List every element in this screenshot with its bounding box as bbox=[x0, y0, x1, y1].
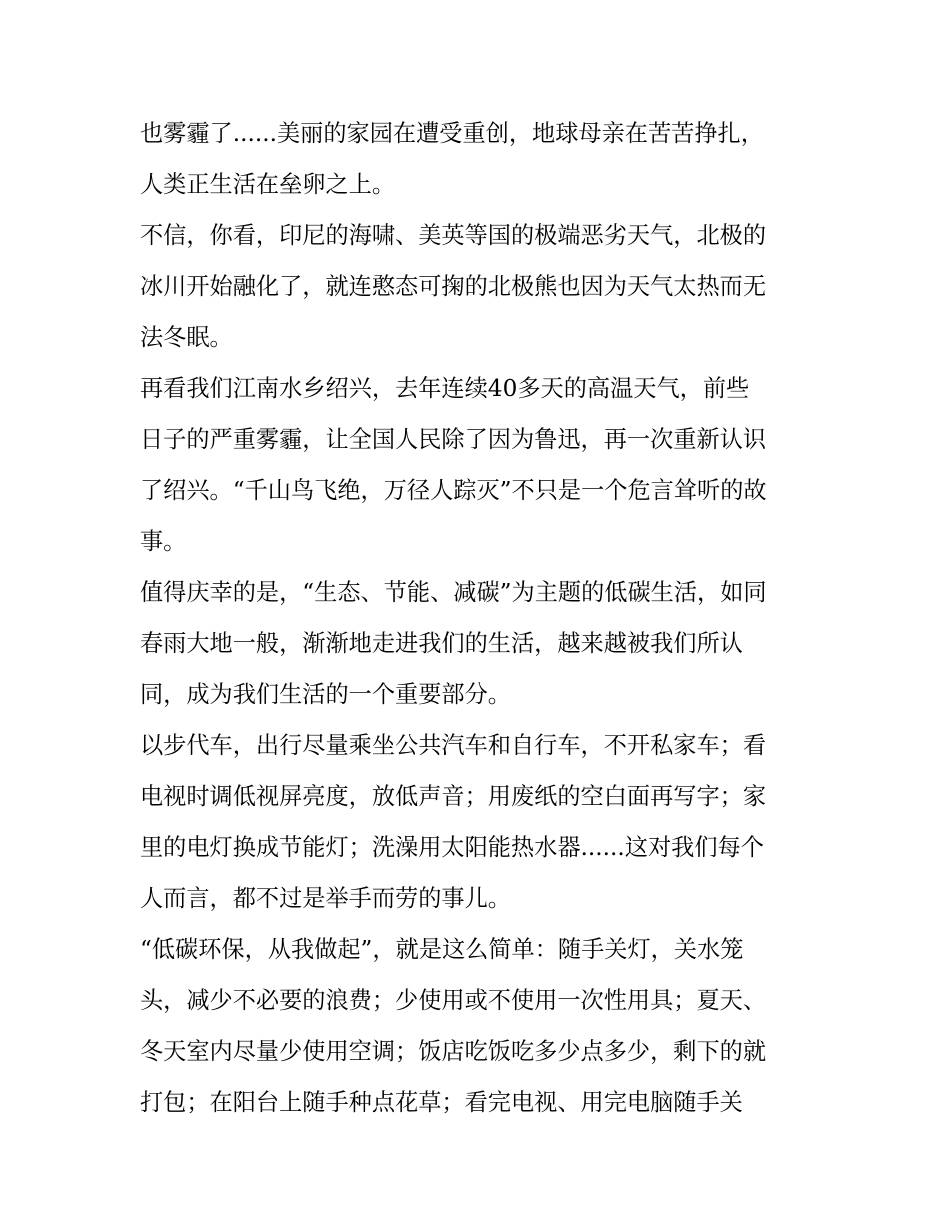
text-line: 人类正生活在垒卵之上。 bbox=[140, 171, 396, 198]
text-line: 同，成为我们生活的一个重要部分。 bbox=[140, 681, 511, 708]
text-line: 春雨大地一般，渐渐地走进我们的生活，越来越被我们所认 bbox=[140, 630, 743, 657]
text-line: 头，减少不必要的浪费；少使用或不使用一次性用具；夏天、 bbox=[140, 987, 767, 1014]
text-line: 值得庆幸的是，“生态、节能、减碳”为主题的低碳生活，如同 bbox=[140, 579, 767, 606]
text-line: 法冬眠。 bbox=[140, 324, 233, 351]
text-line: 里的电灯换成节能灯；洗澡用太阳能热水器......这对我们每个 bbox=[140, 834, 764, 861]
text-line: 事。 bbox=[140, 528, 187, 555]
text-line: 了绍兴。“千山鸟飞绝，万径人踪灭”不只是一个危言耸听的故 bbox=[140, 477, 767, 504]
text-line: 电视时调低视屏亮度，放低声音；用废纸的空白面再写字；家 bbox=[140, 783, 767, 810]
text-line: 人而言，都不过是举手而劳的事儿。 bbox=[140, 885, 511, 912]
text-line: 冬天室内尽量少使用空调；饭店吃饭吃多少点多少，剩下的就 bbox=[140, 1038, 767, 1065]
text-line: 不信，你看，印尼的海啸、美英等国的极端恶劣天气，北极的 bbox=[140, 222, 767, 249]
text-line: 也雾霾了......美丽的家园在遭受重创，地球母亲在苦苦挣扎， bbox=[140, 120, 764, 147]
text-line: “低碳环保，从我做起”，就是这么简单：随手关灯，关水笼 bbox=[140, 936, 744, 963]
text-line: 打包；在阳台上随手种点花草；看完电视、用完电脑随手关 bbox=[140, 1089, 743, 1116]
document-body bbox=[140, 108, 816, 1128]
text-line: 再看我们江南水乡绍兴，去年连续40多天的高温天气，前些 bbox=[140, 375, 750, 402]
text-line: 冰川开始融化了，就连憨态可掬的北极熊也因为天气太热而无 bbox=[140, 273, 767, 300]
text-line: 以步代车，出行尽量乘坐公共汽车和自行车，不开私家车；看 bbox=[140, 732, 767, 759]
text-line: 日子的严重雾霾，让全国人民除了因为鲁迅，再一次重新认识 bbox=[140, 426, 767, 453]
